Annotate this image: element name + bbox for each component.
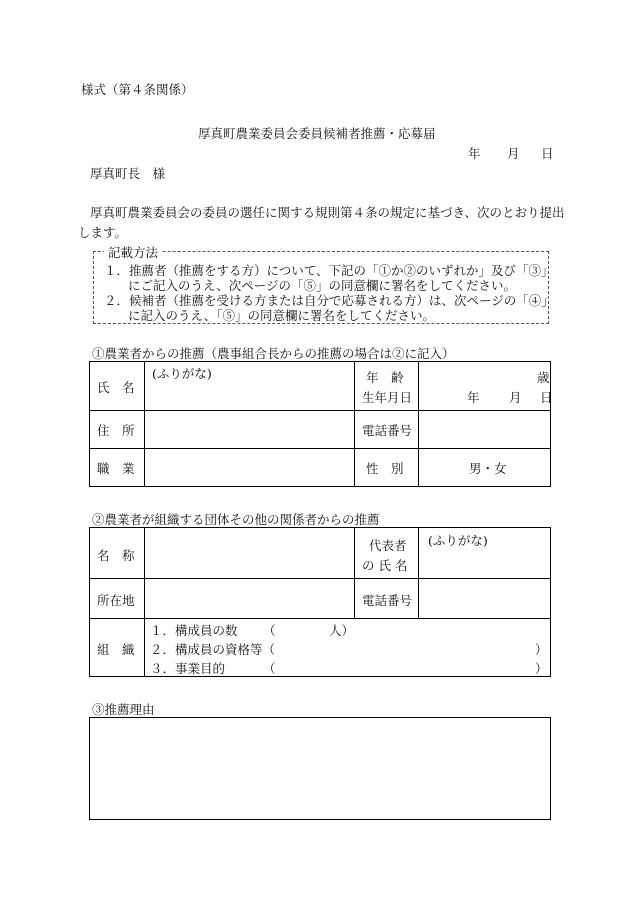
grid-line (89, 618, 551, 619)
grid-line (354, 527, 355, 618)
location-label: 所在地 (97, 593, 135, 608)
member-qualification-label: ２．構成員の資格等（ (150, 642, 276, 657)
age-unit: 歳 (537, 370, 550, 385)
date-day-label: 日 (541, 146, 554, 161)
organization-label: 組 織 (97, 642, 135, 657)
address-field[interactable] (145, 411, 353, 447)
member-qualification-close: ） (535, 642, 548, 657)
name-label: 氏 名 (97, 380, 135, 395)
location-field[interactable] (145, 579, 353, 617)
grid-line (354, 361, 355, 487)
phone-label: 電話番号 (362, 423, 413, 438)
name-field[interactable] (145, 362, 353, 409)
section2-heading: ②農業者が組織する団体その他の関係者からの推薦 (92, 512, 380, 527)
section1-heading: ①農業者からの推薦（農事組合長からの推薦の場合は②に記入） (92, 346, 455, 361)
representative-name-field[interactable] (419, 528, 550, 577)
org-name-label: 名 称 (97, 548, 135, 563)
business-purpose-label: ３．事業目的 (150, 661, 226, 676)
intro-line-2: します。 (78, 225, 128, 240)
org-name-field[interactable] (145, 528, 353, 577)
instruction-line-2: にご記入のうえ、次ページの「⑤」の同意欄に署名をしてください。 (128, 278, 517, 293)
sex-label: 性 別 (366, 461, 404, 476)
member-count-unit: 人） (329, 623, 355, 638)
instruction-line-3: ２．候補者（推薦を受ける方または自分で応募される方）は、次ページの「④」 (104, 293, 554, 308)
birth-year-label: 年 (467, 390, 480, 405)
birth-day-label: 日 (540, 390, 553, 405)
form-reference: 様式（第４条関係） (81, 82, 194, 97)
recommendation-reason-field[interactable] (89, 717, 551, 820)
document-title: 厚真町農業委員会委員候補者推薦・応募届 (198, 126, 436, 141)
member-count-open: （ (263, 623, 276, 638)
instructions-title: 記載方法 (104, 243, 162, 261)
section3-heading: ③推薦理由 (92, 702, 155, 717)
business-purpose-open: （ (263, 661, 276, 676)
furigana-label: (ふりがな) (152, 366, 212, 381)
intro-line-1: 厚真町農業委員会の委員の選任に関する規則第４条の規定に基づき、次のとおり提出 (90, 205, 565, 220)
sex-choice[interactable]: 男・女 (469, 461, 507, 476)
occupation-field[interactable] (145, 449, 353, 486)
addressee: 厚真町長 様 (90, 166, 166, 181)
birth-month-label: 月 (509, 390, 522, 405)
address-label: 住 所 (97, 423, 135, 438)
rep-furigana-label: (ふりがな) (428, 533, 488, 548)
business-purpose-close: ） (535, 661, 548, 676)
representative-label-1: 代表者 (369, 538, 407, 553)
birthdate-label: 生年月日 (362, 390, 413, 405)
occupation-label: 職 業 (97, 461, 135, 476)
instruction-line-1: １．推薦者（推薦をする方）について、下記の「①か②のいずれか」及び「③」 (104, 263, 554, 278)
instruction-line-4: に記入のうえ、「⑤」の同意欄に署名をしてください。 (128, 308, 436, 323)
age-label: 年 齢 (366, 370, 404, 385)
representative-label-2: の 氏 名 (362, 558, 408, 573)
date-year-label: 年 (468, 146, 481, 161)
phone-field[interactable] (419, 411, 550, 447)
org-phone-field[interactable] (419, 579, 550, 617)
org-phone-label: 電話番号 (362, 593, 413, 608)
date-month-label: 月 (507, 146, 520, 161)
member-count-label: １．構成員の数 (150, 623, 238, 638)
